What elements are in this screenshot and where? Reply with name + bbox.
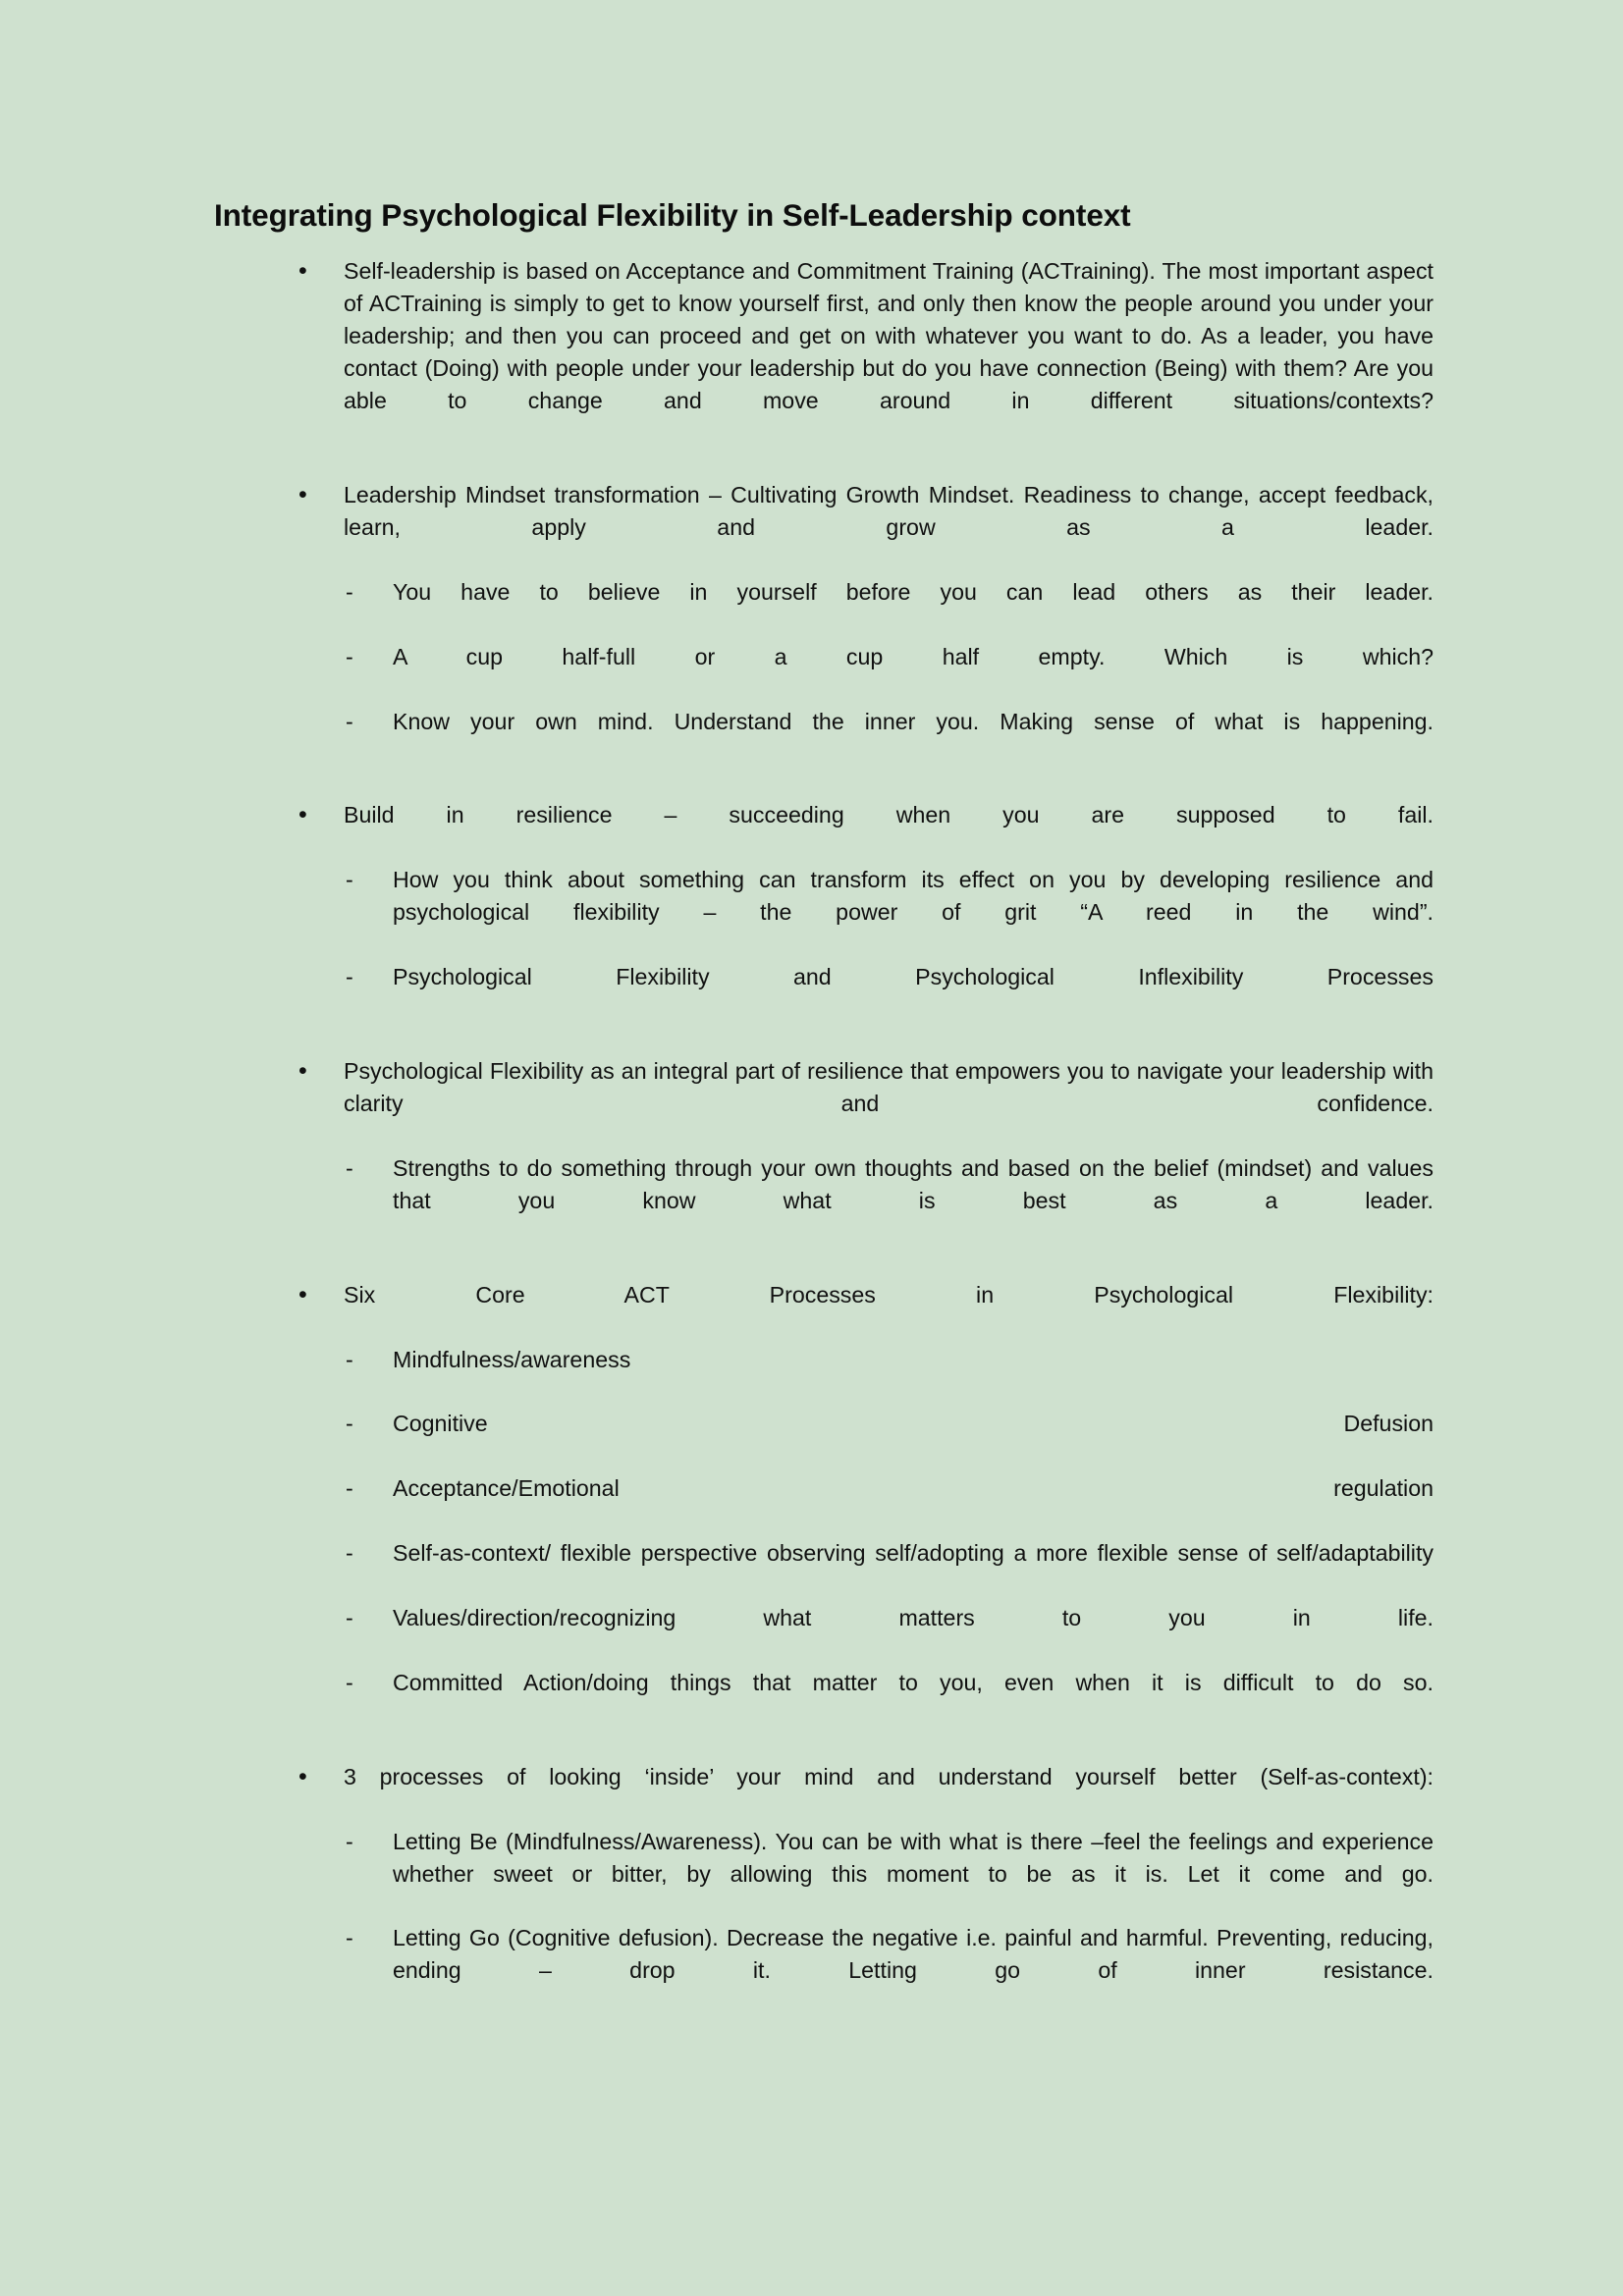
bullet-point-icon: • bbox=[298, 1280, 307, 1308]
dash-marker-icon: - bbox=[346, 1475, 353, 1502]
bullet-item-three-processes-self-as-context bbox=[214, 1761, 1434, 2020]
bullet-point-icon: • bbox=[298, 1762, 307, 1790]
bullet-text: Self-leadership is based on Acceptance and Commitment Training (ACTraining). The most important aspect of ACTraining is simply to get to know yourself first, and only then know the people around you under your leadership; and then you can proceed and get on with whatever you want to do. As a leader, you have contact (Doing) with people under your leadership but do you have connection (Being) with them? Are you able to change and move around in different situations/contexts? bbox=[344, 258, 1434, 414]
dash-marker-icon: - bbox=[346, 1346, 353, 1372]
dash-marker-icon: - bbox=[346, 1605, 353, 1631]
dash-marker-icon: - bbox=[346, 1828, 353, 1854]
sub-bullet-item bbox=[344, 1826, 1434, 1923]
bullet-item-leadership-mindset-transformation bbox=[214, 479, 1434, 770]
dash-marker-icon: - bbox=[346, 964, 353, 990]
sub-bullet-text: Cognitive Defusion bbox=[393, 1411, 1434, 1437]
sub-bullet-text: Committed Action/doing things that matter to you, even when it is difficult to do so. bbox=[393, 1669, 1434, 1695]
sub-bullet-text: Values/direction/recognizing what matters to you in life. bbox=[393, 1605, 1434, 1631]
sub-bullet-list bbox=[344, 1826, 1434, 2020]
sub-bullet-text: How you think about something can transform its effect on you by developing resilience and psychological flexibility – the power of grit “A reed in the wind”. bbox=[393, 867, 1434, 926]
sub-bullet-item bbox=[344, 706, 1434, 771]
dash-marker-icon: - bbox=[346, 1540, 353, 1567]
dash-marker-icon: - bbox=[346, 1669, 353, 1695]
sub-bullet-item bbox=[344, 1152, 1434, 1250]
dash-marker-icon: - bbox=[346, 1925, 353, 1951]
bullet-text: Build in resilience – succeeding when you are supposed to fail. bbox=[344, 802, 1434, 828]
bullet-point-icon: • bbox=[298, 481, 307, 509]
sub-bullet-item bbox=[344, 1344, 1434, 1409]
sub-bullet-text: You have to believe in yourself before you can lead others as their leader. bbox=[393, 578, 1434, 605]
sub-bullet-item bbox=[344, 576, 1434, 641]
dash-marker-icon: - bbox=[346, 578, 353, 605]
bullet-text: 3 processes of looking ‘inside’ your mind and understand yourself better (Self-as-context): bbox=[344, 1763, 1434, 1789]
bullet-text: Leadership Mindset transformation – Cultivating Growth Mindset. Readiness to change, accept feedback, learn, apply and grow as a leader. bbox=[344, 482, 1434, 540]
sub-bullet-item bbox=[344, 641, 1434, 706]
dash-marker-icon: - bbox=[346, 708, 353, 734]
sub-bullet-item bbox=[344, 1472, 1434, 1537]
sub-bullet-item bbox=[344, 1408, 1434, 1472]
dash-marker-icon: - bbox=[346, 1411, 353, 1437]
sub-bullet-item bbox=[344, 1602, 1434, 1667]
sub-bullet-list bbox=[344, 576, 1434, 771]
bullet-item-self-leadership-actraining bbox=[214, 255, 1434, 450]
sub-bullet-item bbox=[344, 1537, 1434, 1602]
sub-bullet-text: Strengths to do something through your own thoughts and based on the belief (mindset) and values that you know what is best as a leader. bbox=[393, 1154, 1434, 1213]
sub-bullet-text: Letting Go (Cognitive defusion). Decrease the negative i.e. painful and harmful. Preventing, reducing, ending – drop it. Letting go of inner resistance. bbox=[393, 1925, 1434, 1984]
dash-marker-icon: - bbox=[346, 867, 353, 893]
sub-bullet-text: Self-as-context/ flexible perspective observing self/adopting a more flexible sense of self/adaptability bbox=[393, 1540, 1434, 1567]
bullet-point-icon: • bbox=[298, 257, 307, 286]
sub-bullet-item bbox=[344, 864, 1434, 961]
main-bullet-list bbox=[214, 255, 1434, 2019]
bullet-point-icon: • bbox=[298, 801, 307, 829]
sub-bullet-text: Psychological Flexibility and Psychological Inflexibility Processes bbox=[393, 964, 1434, 990]
sub-bullet-text: Know your own mind. Understand the inner you. Making sense of what is happening. bbox=[393, 708, 1434, 734]
bullet-point-icon: • bbox=[298, 1057, 307, 1086]
dash-marker-icon: - bbox=[346, 1154, 353, 1181]
dash-marker-icon: - bbox=[346, 643, 353, 669]
bullet-item-build-in-resilience bbox=[214, 799, 1434, 1026]
sub-bullet-list bbox=[344, 864, 1434, 1026]
sub-bullet-item bbox=[344, 1667, 1434, 1732]
page-title: Integrating Psychological Flexibility in Self-Leadership context bbox=[214, 197, 1131, 233]
sub-bullet-text: Mindfulness/awareness bbox=[393, 1346, 631, 1372]
bullet-item-psychological-flexibility-integral-part bbox=[214, 1055, 1434, 1250]
bullet-item-six-core-act-processes bbox=[214, 1279, 1434, 1732]
bullet-text: Six Core ACT Processes in Psychological Flexibility: bbox=[344, 1281, 1434, 1308]
sub-bullet-list bbox=[344, 1152, 1434, 1250]
sub-bullet-text: Acceptance/Emotional regulation bbox=[393, 1475, 1434, 1502]
bullet-text: Psychological Flexibility as an integral part of resilience that empowers you to navigate your leadership with clarity and confidence. bbox=[344, 1058, 1434, 1116]
sub-bullet-item bbox=[344, 1922, 1434, 2019]
sub-bullet-text: Letting Be (Mindfulness/Awareness). You can be with what is there –feel the feelings and experience whether sweet or bitter, by allowing this moment to be as it is. Let it come and go. bbox=[393, 1828, 1434, 1887]
sub-bullet-item bbox=[344, 961, 1434, 1026]
sub-bullet-list bbox=[344, 1344, 1434, 1732]
sub-bullet-text: A cup half-full or a cup half empty. Which is which? bbox=[393, 643, 1434, 669]
